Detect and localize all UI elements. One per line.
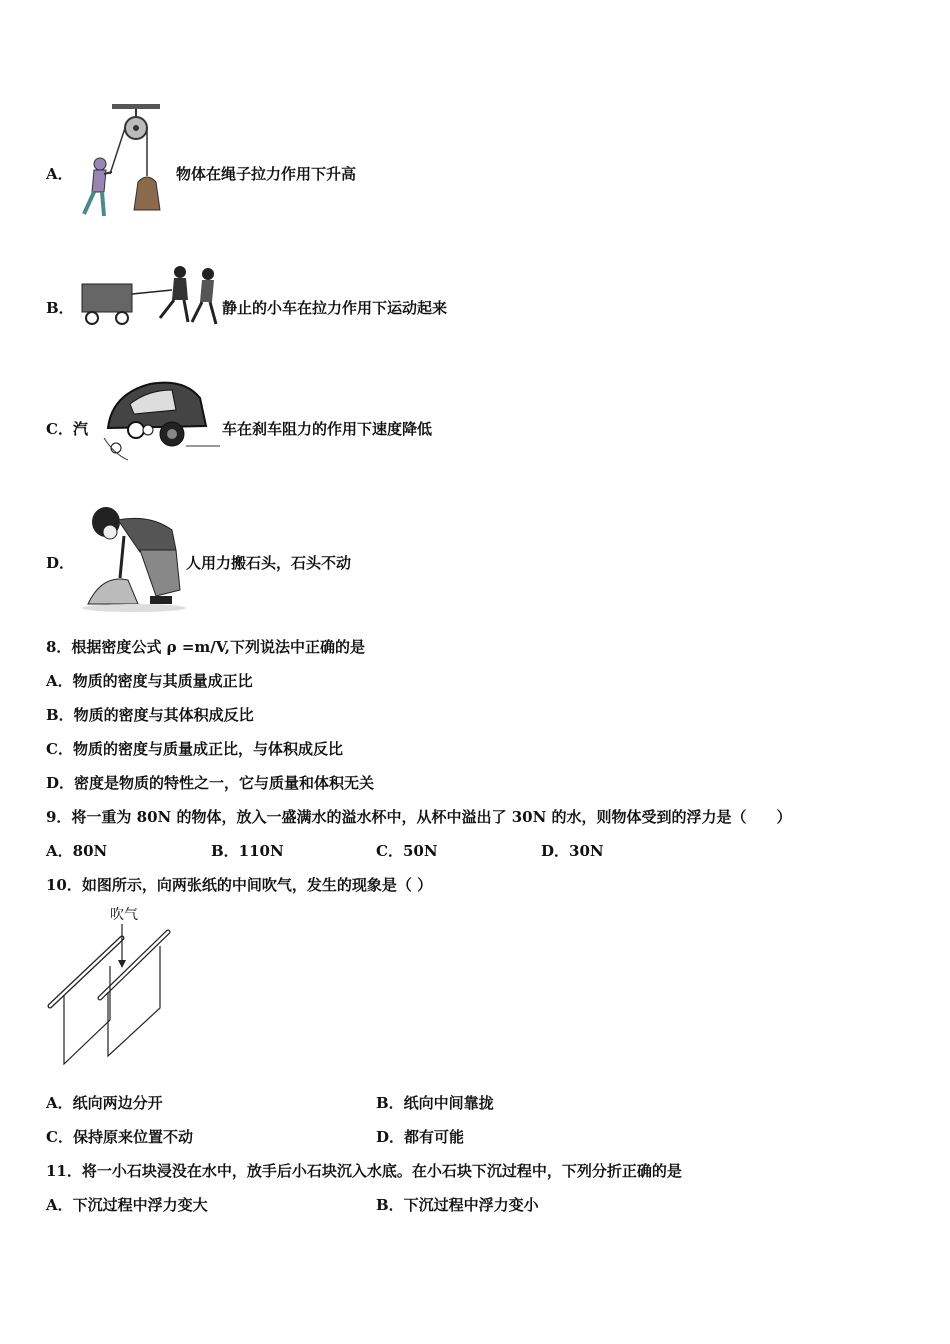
q10-option-d: D．都有可能 <box>376 1128 465 1146</box>
lifting-stone-figure <box>80 500 188 614</box>
blow-air-label: 吹气 <box>110 907 138 923</box>
q7-option-a-text: 物体在绳子拉力作用下升高 <box>176 165 357 183</box>
q7-option-d-text: 人用力搬石头，石头不动 <box>186 554 352 572</box>
q11-stem: 11．将一小石块浸没在水中，放手后小石块沉入水底。在小石块下沉过程中，下列分折正确的是 <box>46 1162 682 1180</box>
q7-option-c-letter: C．汽 <box>46 420 88 438</box>
q8-option-b: B．物质的密度与其体积成反比 <box>46 706 254 724</box>
q7-option-b-letter: B． <box>46 299 74 317</box>
q9-option-b: B．110N <box>211 842 284 860</box>
q9-option-d: D．30N <box>541 842 604 860</box>
q9-stem: 9．将一重为 80N 的物体，放入一盛满水的溢水杯中，从杯中溢出了 30N 的水，则物体受到的浮力是（ ） <box>46 808 792 826</box>
braking-car-figure <box>94 368 224 464</box>
q9-option-c: C．50N <box>376 842 438 860</box>
q10-option-a: A．纸向两边分开 <box>46 1094 163 1112</box>
q8-option-d: D．密度是物质的特性之一，它与质量和体积无关 <box>46 774 375 792</box>
q10-option-b: B．纸向中间靠拢 <box>376 1094 494 1112</box>
q7-option-a-letter: A． <box>46 165 73 183</box>
pulling-cart-figure <box>76 262 224 328</box>
q8-option-c: C．物质的密度与质量成正比，与体积成反比 <box>46 740 343 758</box>
q7-option-c-text: 车在刹车阻力的作用下速度降低 <box>222 420 433 438</box>
q9-option-a: A．80N <box>46 842 108 860</box>
q11-option-b: B．下沉过程中浮力变小 <box>376 1196 539 1214</box>
q11-option-a: A．下沉过程中浮力变大 <box>46 1196 208 1214</box>
q7-option-d-letter: D． <box>46 554 75 572</box>
q8-option-a: A．物质的密度与其质量成正比 <box>46 672 253 690</box>
q10-option-c: C．保持原来位置不动 <box>46 1128 193 1146</box>
pulley-lifting-figure <box>78 102 178 220</box>
q8-stem: 8．根据密度公式 ρ =m/V,下列说法中正确的是 <box>46 638 366 656</box>
two-papers-figure <box>44 924 174 1068</box>
q10-stem: 10．如图所示，向两张纸的中间吹气，发生的现象是（ ） <box>46 876 433 894</box>
q7-option-b-text: 静止的小车在拉力作用下运动起来 <box>222 299 448 317</box>
